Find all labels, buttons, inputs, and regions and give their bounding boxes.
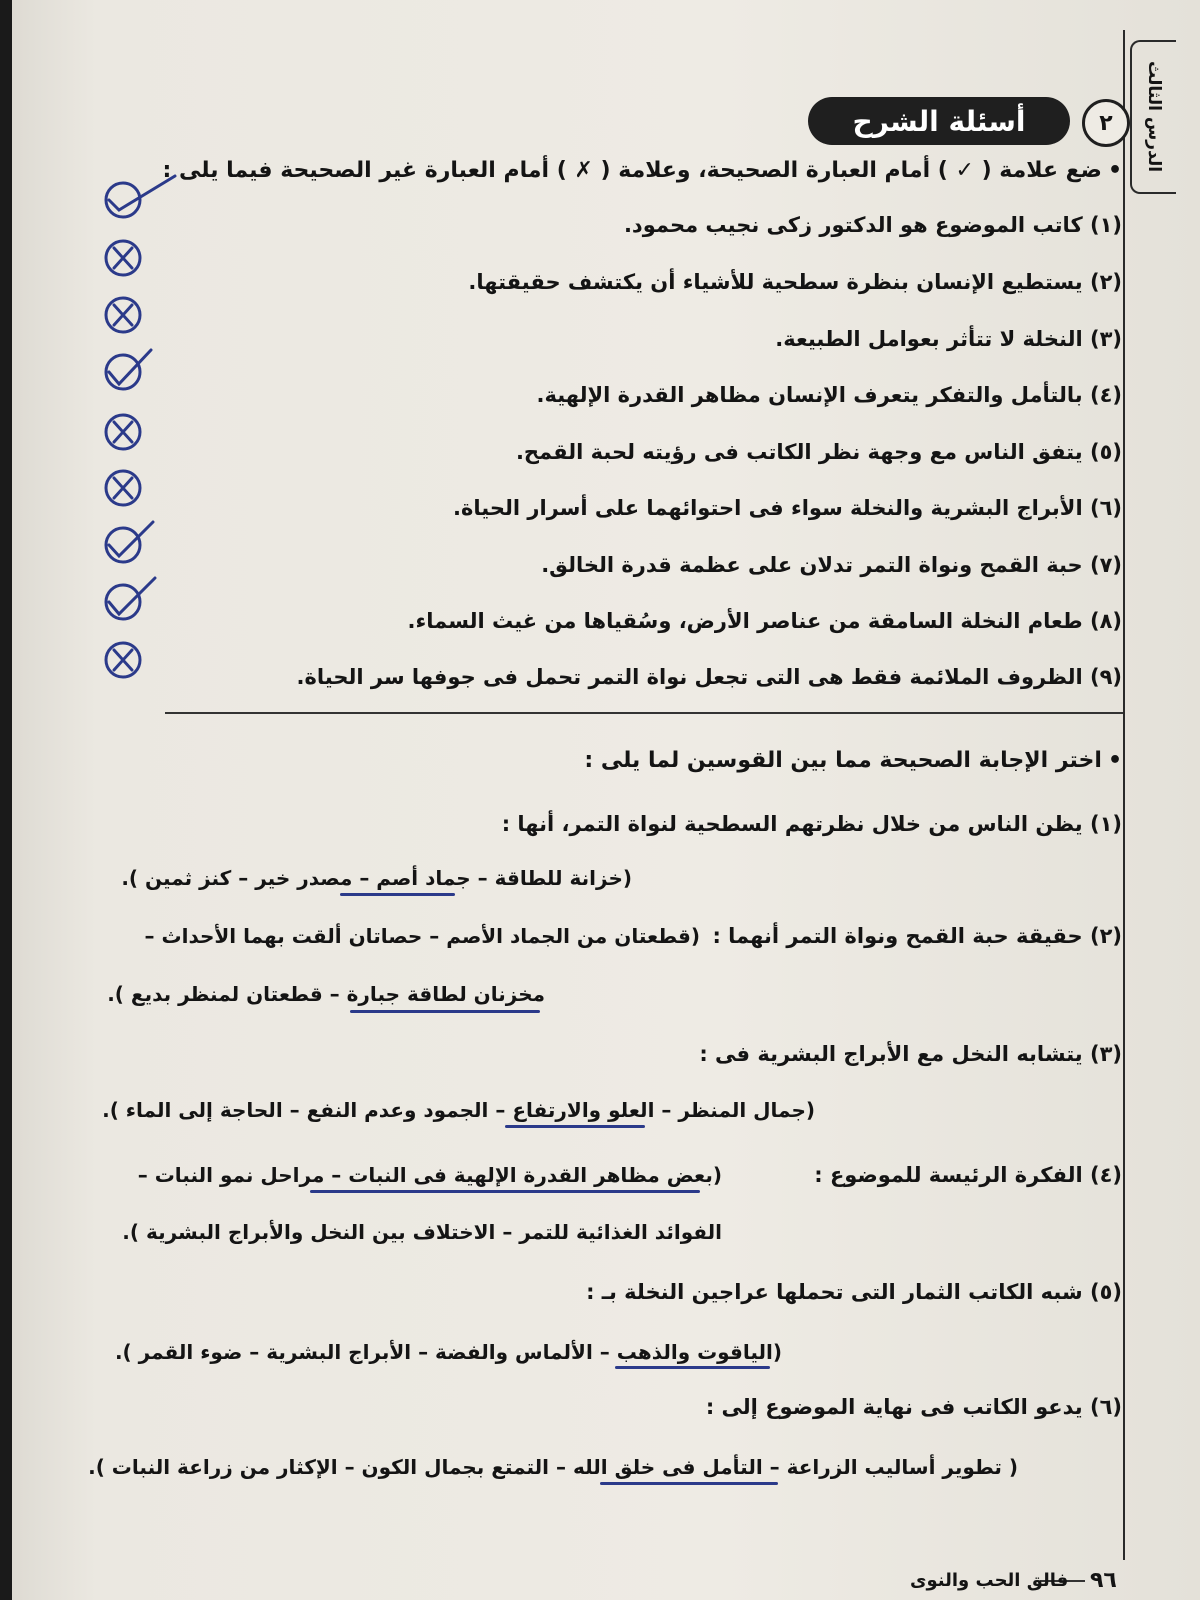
- answer-underline-1: [340, 893, 455, 896]
- mc-options-4a: (بعض مظاهر القدرة الإلهية فى النبات – مراحل نمو النبات –: [137, 1163, 722, 1187]
- tf-item-4: (٤) بالتأمل والتفكر يتعرف الإنسان مظاهر القدرة الإلهية.: [536, 383, 1122, 407]
- footer-book-title: فالق الحب والنوى: [910, 1570, 1069, 1591]
- lesson-side-tab: [1130, 40, 1176, 194]
- tf-item-8: (٨) طعام النخلة السامقة من عناصر الأرض، وسُقياها من غيث السماء.: [407, 609, 1122, 633]
- cross-mark-9: [106, 643, 140, 677]
- check-mark-1: [106, 176, 175, 217]
- mc-question-1: (١) يظن الناس من خلال نظرتهم السطحية لنواة التمر، أنها :: [501, 812, 1122, 836]
- margin-rule: [1123, 30, 1125, 1560]
- mc-options-4b: الفوائد الغذائية للتمر – الاختلاف بين النخل والأبراج البشرية ).: [122, 1220, 722, 1244]
- mc-options-1: (خزانة للطاقة – جماد أصم – مصدر خير – كنز ثمين ).: [121, 866, 632, 890]
- mc-options-2a: (قطعتان من الجماد الأصم – حصاتان ألقت بهما الأحداث –: [144, 924, 700, 948]
- answer-underline-5: [615, 1366, 770, 1369]
- mc-options-3: (جمال المنظر – العلو والارتفاع – الجمود وعدم النفع – الحاجة إلى الماء ).: [102, 1098, 815, 1122]
- section-title: أسئلة الشرح: [808, 97, 1070, 145]
- answer-underline-3: [505, 1125, 645, 1128]
- tf-item-3: (٣) النخلة لا تتأثر بعوامل الطبيعة.: [775, 327, 1122, 351]
- lesson-side-tab-label: الدرس الثالث: [1144, 61, 1164, 173]
- cross-mark-3: [106, 298, 140, 332]
- check-mark-4: [106, 350, 151, 389]
- check-mark-8: [106, 578, 155, 619]
- scan-edge: [0, 0, 12, 1600]
- mc-question-3: (٣) يتشابه النخل مع الأبراج البشرية فى :: [699, 1042, 1122, 1066]
- mc-options-5: (الياقوت والذهب – الألماس والفضة – الأبراج البشرية – ضوء القمر ).: [114, 1340, 782, 1364]
- mc-options-2b: مخزنان لطاقة جبارة – قطعتان لمنظر بديع ).: [107, 982, 545, 1006]
- tf-item-2: (٢) يستطيع الإنسان بنظرة سطحية للأشياء أن يكتشف حقيقتها.: [468, 270, 1122, 294]
- handwritten-answer-marks: [85, 170, 195, 700]
- check-mark-7: [106, 522, 153, 562]
- mc-options-6: ( تطوير أساليب الزراعة – التأمل فى خلق الله – التمتع بجمال الكون – الإكثار من زراعة النبات ).: [88, 1455, 1018, 1479]
- mc-question-6: (٦) يدعو الكاتب فى نهاية الموضوع إلى :: [705, 1395, 1122, 1419]
- mc-question-2: (٢) حقيقة حبة القمح ونواة التمر أنهما :: [712, 924, 1122, 948]
- instruction-true-false: • ضع علامة ( ✓ ) أمام العبارة الصحيحة، وعلامة ( ✗ ) أمام العبارة غير الصحيحة فيما يلى :: [163, 158, 1122, 183]
- section-number-badge: ٢: [1082, 99, 1130, 147]
- instruction-multiple-choice: • اختر الإجابة الصحيحة مما بين القوسين لما يلى :: [584, 748, 1122, 773]
- tf-item-6: (٦) الأبراج البشرية والنخلة سواء فى احتوائهما على أسرار الحياة.: [453, 496, 1122, 520]
- tf-item-7: (٧) حبة القمح ونواة التمر تدلان على عظمة قدرة الخالق.: [541, 553, 1122, 577]
- tf-item-9: (٩) الظروف الملائمة فقط هى التى تجعل نواة التمر تحمل فى جوفها سر الحياة.: [296, 665, 1122, 689]
- cross-mark-5: [106, 415, 140, 449]
- cross-mark-2: [106, 241, 140, 275]
- answer-underline-4: [310, 1190, 700, 1193]
- answer-underline-6: [600, 1482, 778, 1485]
- section-divider: [165, 712, 1123, 714]
- cross-mark-6: [106, 471, 140, 505]
- tf-item-1: (١) كاتب الموضوع هو الدكتور زكى نجيب محمود.: [623, 213, 1122, 237]
- mc-question-4: (٤) الفكرة الرئيسة للموضوع :: [814, 1163, 1122, 1187]
- mc-question-5: (٥) شبه الكاتب الثمار التى تحملها عراجين النخلة بـ :: [586, 1280, 1122, 1304]
- page-number: ٩٦: [1090, 1568, 1117, 1593]
- tf-item-5: (٥) يتفق الناس مع وجهة نظر الكاتب فى رؤيته لحبة القمح.: [515, 440, 1122, 464]
- answer-underline-2: [350, 1010, 540, 1013]
